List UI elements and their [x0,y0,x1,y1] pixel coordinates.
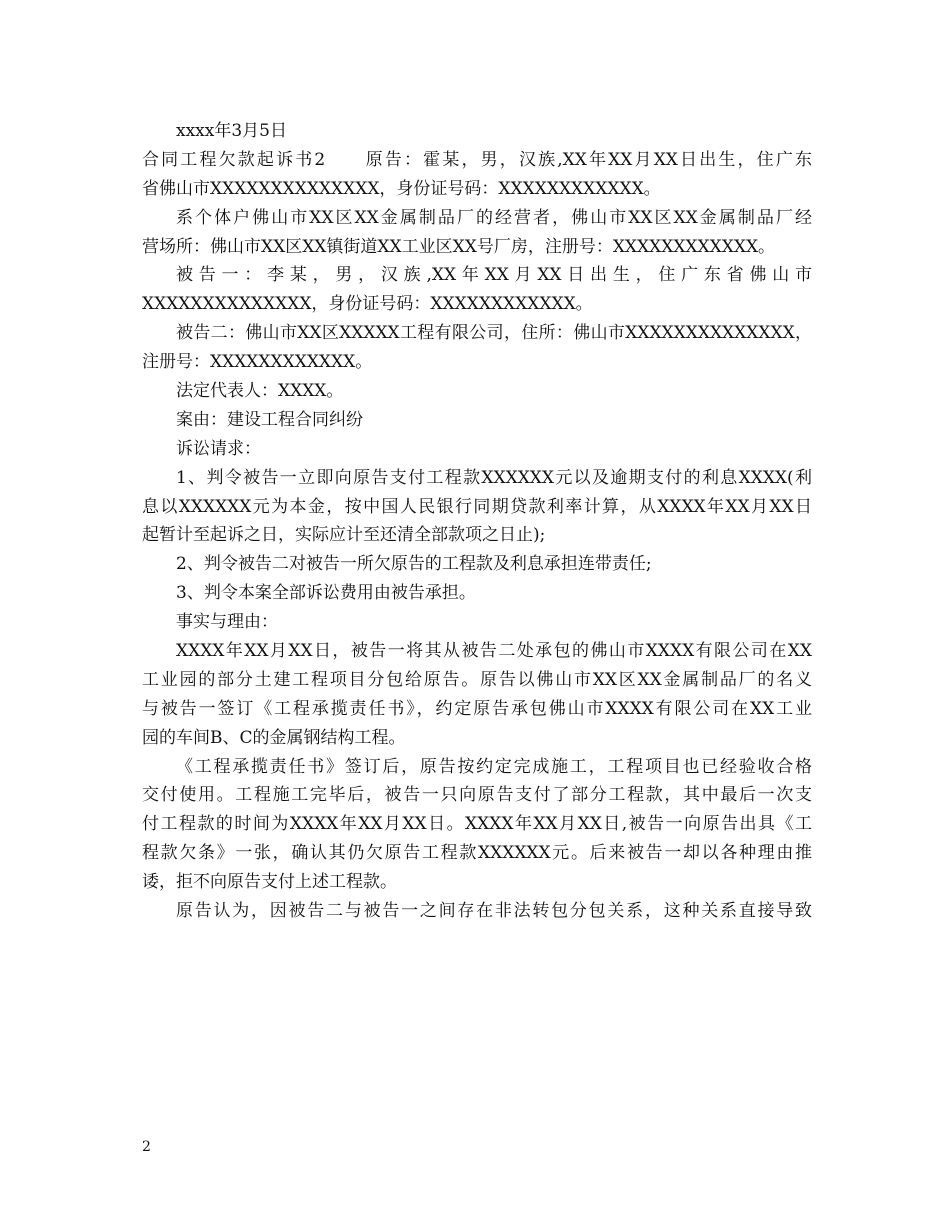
text-line: xxxx年3月5日 [176,121,287,141]
text-line: 案由：建设工程合同纠纷 [176,409,363,430]
text-line: 程款欠条》一张，确认其仍欠原告工程款XXXXXX元。后来被告一却以各种理由推 [142,843,812,864]
text-line: XXXX年XX月XX日，被告一将其从被告二处承包的佛山市XXXX有限公司在XX [176,641,812,662]
text-line: 交付使用。工程施工完毕后，被告一只向原告支付了部分工程款，其中最后一次支 [142,785,812,806]
text-line: 诉讼请求： [176,438,261,459]
text-line: 被告二：佛山市XX区XXXXX工程有限公司，住所：佛山市XXXXXXXXXXXXXX， [176,323,812,344]
text-line: 与被告一签订《工程承揽责任书》，约定原告承包佛山市XXXX有限公司在XX工业 [142,698,812,719]
text-line: 工业园的部分土建工程项目分包给原告。原告以佛山市XX区XX金属制品厂的名义 [142,669,812,690]
text-line: 付工程款的时间为XXXX年XX月XX日。XXXX年XX月XX日,被告一向原告出具《工 [142,814,812,835]
text-line: 法定代表人：XXXX。 [176,381,344,402]
text-line: 诿，拒不向原告支付上述工程款。 [142,872,397,893]
text-line: 省佛山市XXXXXXXXXXXXXX，身份证号码：XXXXXXXXXXXX。 [142,178,661,199]
text-line: 注册号：XXXXXXXXXXXX。 [142,352,373,373]
text-line: 1、判令被告一立即向原告支付工程款XXXXXX元以及逾期支付的利息XXXX(利 [176,467,812,488]
text-line: 起暂计至起诉之日，实际应计至还清全部款项之日止); [142,525,546,546]
page-number: 2 [142,1139,151,1155]
text-line: 息以XXXXXX元为本金，按中国人民银行同期贷款利率计算，从XXXX年XX月XX日 [142,496,812,517]
text-line: 被告一：李某，男，汉族,XX年XX月XX日出生，住广东省佛山市 [176,265,812,286]
text-line: 3、判令本案全部诉讼费用由被告承担。 [176,583,476,604]
text-line: 营场所：佛山市XX区XX镇街道XX工业区XX号厂房，注册号：XXXXXXXXXXXX。 [142,236,776,257]
text-line: 园的车间B、C的金属钢结构工程。 [142,727,406,748]
text-line: 系个体户佛山市XX区XX金属制品厂的经营者，佛山市XX区XX金属制品厂经 [176,207,812,228]
text-line: XXXXXXXXXXXXXX，身份证号码：XXXXXXXXXXXX。 [142,294,593,315]
document-body [142,117,812,926]
text-line: 原告认为，因被告二与被告一之间存在非法转包分包关系，这种关系直接导致 [176,901,812,922]
text-line: 《工程承揽责任书》签订后，原告按约定完成施工，工程项目也已经验收合格 [176,756,812,777]
text-line: 事实与理由： [176,612,278,633]
text-line: 合同工程欠款起诉书2 原告：霍某，男，汉族,XX年XX月XX日出生，住广东 [142,149,812,170]
text-line: 2、判令被告二对被告一所欠原告的工程款及利息承担连带责任; [176,554,652,575]
